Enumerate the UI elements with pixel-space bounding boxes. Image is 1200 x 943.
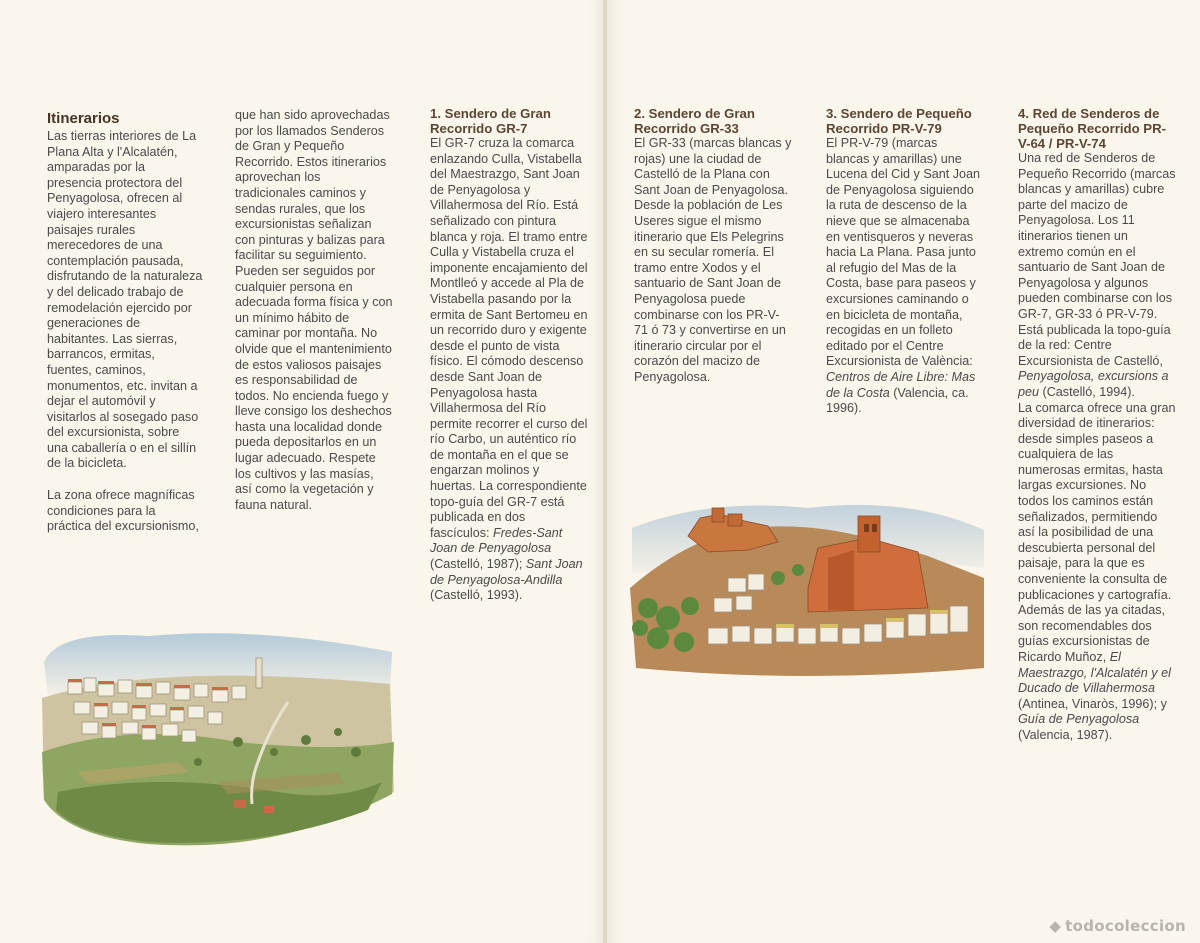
reference-title: Fredes-Sant Joan de Penyagolosa [430, 525, 563, 556]
watermark-logo-icon: ◆ [1049, 917, 1062, 935]
castle-town-illustration [628, 478, 988, 678]
village-landscape-illustration [38, 622, 398, 852]
section-gr7 [430, 106, 588, 604]
section-body: El GR-7 cruza la comarca enlazando Culla, Vistabella del Maestrazgo, Sant Joan de Penyagolosa y Villahermosa del Río. Está señalizado con pintura blanca y roja. El tramo entre Culla y Vistabella cruza el imponente encajamiento del Montlleó y accede al Pla de Vistabella pasando por la ermita de Sant Bertomeu en un recorrido duro y exigente desde el punto de vista físico. El cómodo descenso desde Sant Joan de Penyagolosa hasta Villahermosa del Río permite recorrer el curso del río Carbo, un auténtico río de montaña en el que se engarzan molinos y huertas. La correspondiente topo-guía del GR-7 está publicada en dos fascículos: [430, 136, 588, 540]
section-heading: 2. Sendero de Gran Recorrido GR-33 [634, 106, 755, 136]
second-paragraph: La zona ofrece magníficas condiciones para la práctica del excursionismo, [47, 488, 199, 534]
reference-info: (Castelló, 1993). [430, 588, 523, 603]
book-title: Guía de Penyagolosa [1018, 712, 1140, 727]
watermark [1049, 917, 1186, 935]
section-body: El GR-33 (marcas blancas y rojas) une la ciudad de Castelló de la Plana con Sant Joan de Penyagolosa. Desde la población de Les Useres sigue el mismo itinerario que Els Pelegrins en su secular romería. El tramo entre Xodos y el santuario de Sant Joan de Penyagolosa puede combinarse con los PR-V-71 ó 73 y convertirse en un itinerario circular por el corazón del macizo de Penyagolosa. [634, 136, 792, 384]
page-title: Itinerarios [47, 110, 120, 127]
section-body-continued: La comarca ofrece una gran diversidad de itinerarios: desde simples paseos a cualquiera de las numerosas ermitas, hasta largas excursiones. No todos los caminos están señalizados, permitiendo así la posibilidad de una descubierta personal del paisaje, para la que es conveniente la consulta de publicaciones y cartografía. Además de las ya citadas, son recomendables dos guías excursionistas de Ricardo Muñoz, [1018, 400, 1176, 664]
section-prv79 [826, 106, 984, 417]
reference-title: Centros de Aire Libre: Mas de la Costa [826, 369, 976, 400]
section-body: El PR-V-79 (marcas blancas y amarillas) une Lucena del Cid y Sant Joan de Penyagolosa siguiendo la ruta de descenso de la nieve que se almacenaba en ventisqueros y neveras hacia La Plana. Pasa junto al refugio del Mas de la Costa, base para paseos y excursiones caminando o en bicicleta de montaña, recogidas en un folleto editado por el Centre Excursionista de València: [826, 136, 981, 369]
section-heading: 1. Sendero de Gran Recorrido GR-7 [430, 106, 551, 136]
section-body: Una red de Senderos de Pequeño Recorrido (marcas blancas y amarillas) cubre parte del macizo de Penyagolosa. Los 11 itinerarios tienen un extremo común en el santuario de Sant Joan de Penyagolosa y algunos pueden combinarse con los GR-7, GR-33 ó PR-V-79. Está publicada la topo-guía de la red: Centre Excursionista de Castelló, [1018, 151, 1176, 368]
reference-title: Penyagolosa, excursions a peu [1018, 369, 1169, 399]
section-gr33 [634, 106, 792, 386]
column-continuation [235, 108, 393, 529]
section-heading: 3. Sendero de Pequeño Recorrido PR-V-79 [826, 106, 972, 136]
reference-title: Sant Joan de Penyagolosa-Andilla [430, 557, 583, 587]
book-title: El Maestrazgo, l'Alcalatén y el Ducado de Villahermosa [1018, 650, 1171, 696]
book-spine [603, 0, 607, 943]
continuation-paragraph: que han sido aprovechadas por los llamados Senderos de Gran y Pequeño Recorrido. Estos itinerarios aprovechan los tradicionales caminos y sendas rurales, que los excursionistas señalizan con pinturas y balizas para facilitar su seguimiento. Pueden ser seguidos por cualquier persona en adecuada forma física y con un mínimo hábito de caminar por montaña. No olvide que el mantenimiento de estos valiosos paisajes es responsabilidad de todos. No encienda fuego y lleve consigo los deshechos hasta una localidad donde pueda depositarlos en un lugar adecuado. Respete los cultivos y las masías, así como la vegetación y fauna natural. [235, 108, 393, 512]
section-heading: 4. Red de Senderos de Pequeño Recorrido PR-V-64 / PR-V-74 [1018, 106, 1167, 151]
reference-info: (Castelló, 1987); [430, 557, 523, 572]
book-info: (Valencia, 1987). [1018, 727, 1113, 742]
watermark-text: todocoleccion [1065, 917, 1186, 935]
section-prv64-74 [1018, 106, 1176, 744]
column-intro [47, 110, 203, 551]
intro-paragraph: Las tierras interiores de La Plana Alta y l'Alcalatén, amparadas por la presencia protectora del Penyagolosa, ofrecen al viajero interesantes paisajes rurales merecedores de una contemplación pausada, disfrutando de la naturaleza y del delicado trabajo de remodelación ejercido por generaciones de habitantes. Las sierras, barrancos, ermitas, fuentes, caminos, monumentos, etc. invitan a dejar el automóvil y visitarlos al sosegado paso del excursionista, sobre una caballería o en el sillín de la bicicleta. [47, 129, 203, 471]
reference-info: (Valencia, ca. 1996). [826, 385, 969, 416]
book-info: (Antinea, Vinaròs, 1996); y [1018, 696, 1167, 711]
reference-info: (Castelló, 1994). [1042, 384, 1135, 399]
